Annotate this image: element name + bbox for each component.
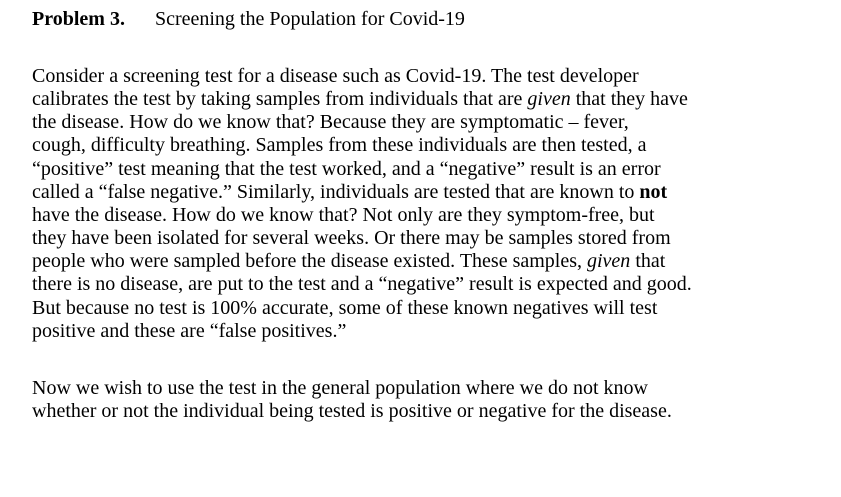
bold-text: not (639, 180, 668, 203)
problem-heading (32, 6, 832, 32)
paragraph-intro-line: called a “false negative.” Similarly, individuals are tested that are known to not (32, 180, 668, 203)
paragraph-intro-line: “positive” test meaning that the test worked, and a “negative” result is an error (32, 157, 661, 180)
paragraph-intro-line: have the disease. How do we know that? Not only are they symptom-free, but (32, 203, 655, 226)
paragraph-intro-line: But because no test is 100% accurate, some of these known negatives will test (32, 296, 658, 319)
problem-label: Problem 3. (32, 8, 125, 30)
paragraph-intro-line: positive and these are “false positives.” (32, 319, 347, 342)
paragraph-intro-line: people who were sampled before the disease existed. These samples, given that (32, 250, 666, 273)
paragraph-intro-line: they have been isolated for several weeks. Or there may be samples stored from (32, 227, 671, 250)
paragraph-population-line: whether or not the individual being tested is positive or negative for the disease. (32, 400, 672, 423)
paragraph-population-line: Now we wish to use the test in the general population where we do not know (32, 376, 648, 399)
paragraph-intro-line: cough, difficulty breathing. Samples from these individuals are then tested, a (32, 134, 647, 157)
paragraph-intro-line: there is no disease, are put to the test and a “negative” result is expected and good. (32, 273, 692, 296)
document-page (32, 6, 832, 423)
paragraph-population (32, 377, 832, 423)
paragraph-intro (32, 65, 832, 343)
emphasis-text: given (587, 250, 631, 273)
emphasis-text: given (527, 88, 571, 111)
paragraph-intro-line: Consider a screening test for a disease such as Covid-19. The test developer (32, 65, 639, 87)
paragraph-intro-line: the disease. How do we know that? Because they are symptomatic – fever, (32, 111, 629, 134)
paragraph-intro-line: calibrates the test by taking samples from individuals that are given that they have (32, 88, 688, 111)
problem-title: Screening the Population for Covid-19 (154, 8, 465, 30)
